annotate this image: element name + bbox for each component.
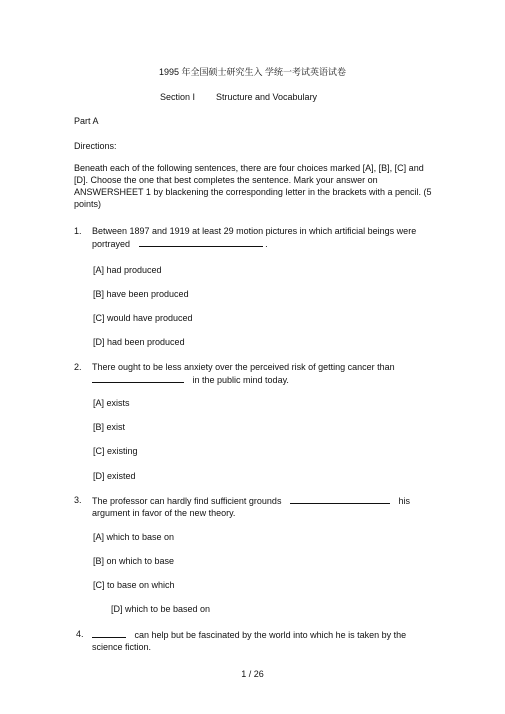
answer-option: [D] existed [93,471,136,481]
question-stem: The professor can hardly find sufficient grounds [92,496,282,506]
answer-option: [D] had been produced [93,337,185,347]
question-stem: Between 1897 and 1919 at least 29 motion pictures in which artificial beings were portrayed [92,226,417,249]
page-number: 1 / 26 [241,669,264,679]
question-stem-end: can help but be fascinated by the world into which he is taken by the science fiction. [92,630,407,652]
question-text [92,225,437,250]
answer-blank [92,628,126,638]
question-number: 2. [74,362,82,372]
question-stem-end: his argument in favor of the new theory. [92,496,410,518]
exam-title: 1995 年全国硕士研究生入 学统一考试英语试卷 [158,67,347,77]
answer-blank [92,373,184,383]
question-stem-end: in the public mind today. [192,375,289,385]
answer-option: [D] which to be based on [111,604,211,614]
question-stem: There ought to be less anxiety over the perceived risk of getting cancer than [92,362,395,372]
question-number: 3. [74,495,82,505]
question-number: 4. [76,629,84,639]
answer-blank [290,494,390,504]
answer-option: [C] existing [93,446,138,456]
directions-label: Directions: [74,141,117,151]
answer-option: [B] have been produced [93,289,189,299]
question-text [92,628,437,653]
answer-option: [B] exist [93,422,126,432]
part-heading: Part A [74,116,99,126]
section-label: Section I [160,92,196,102]
section-name: Structure and Vocabulary [216,92,318,102]
answer-option: [B] on which to base [93,556,175,566]
answer-blank [139,237,263,247]
section-heading [160,91,317,103]
question-number: 1. [74,226,82,236]
question-text [92,494,437,519]
directions-text: Beneath each of the following sentences, there are four choices marked [A], [B], [C] and [D]. Choose the one that best completes the sentence. Mark your answer on ANSWERSHEET 1 by blackening the corresponding letter in the brackets with a pencil. (5 points) [74,163,432,209]
answer-option: [C] would have produced [93,313,193,323]
answer-option: [C] to base on which [93,580,175,590]
question-text [92,361,437,386]
answer-option: [A] exists [93,398,130,408]
question-stem-end: . [265,239,268,249]
answer-option: [A] which to base on [93,532,175,542]
answer-option: [A] had produced [93,265,162,275]
